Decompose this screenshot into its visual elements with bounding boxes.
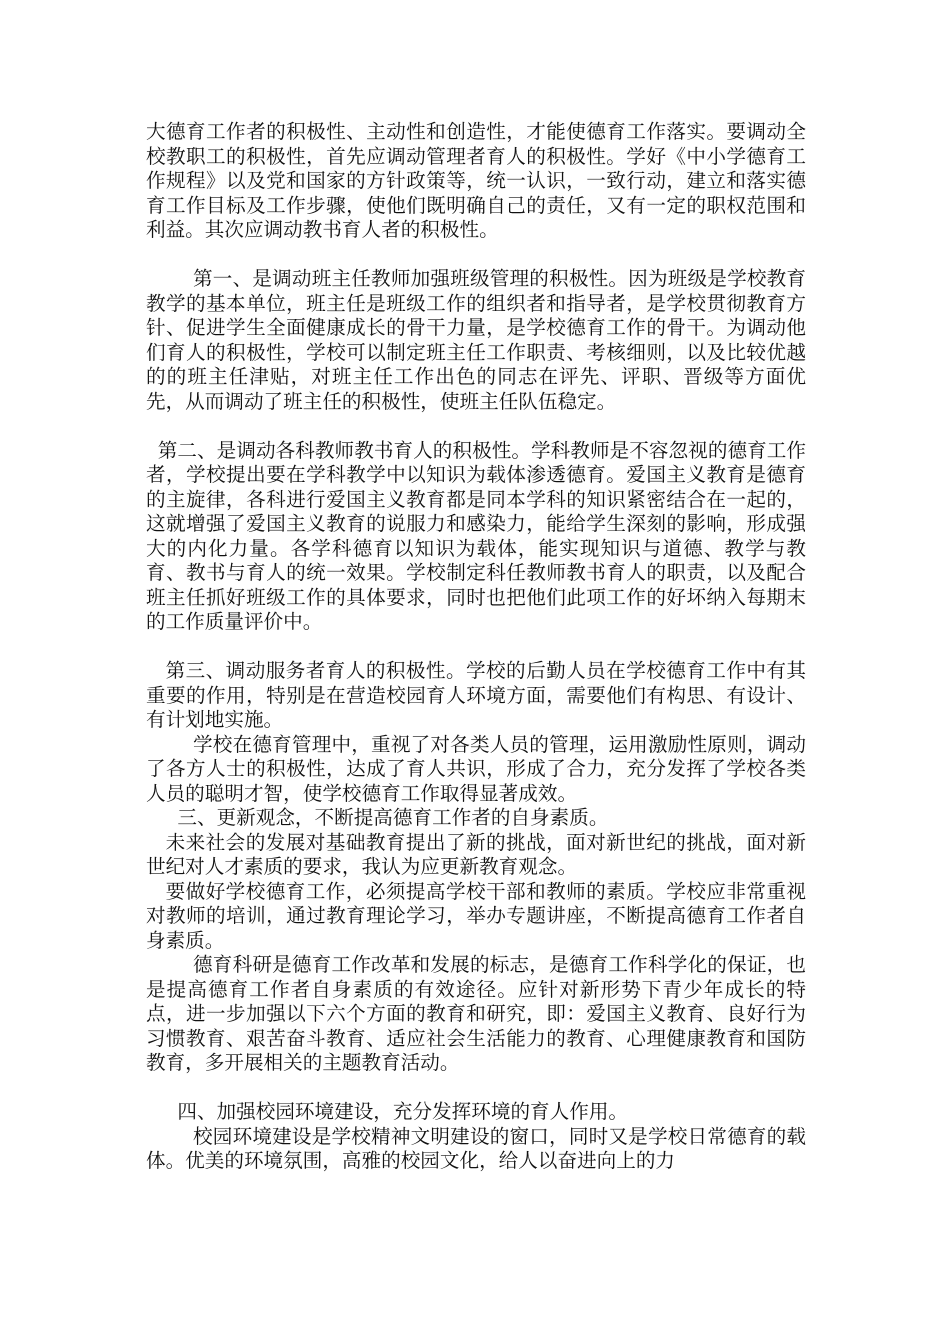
section-heading-four: 四、加强校园环境建设，充分发挥环境的育人作用。: [177, 1100, 629, 1123]
paragraph-gap: [146, 243, 806, 268]
paragraph-management-summary: 学校在德育管理中，重视了对各类人员的管理，运用激励性原则，调动了各方人士的积极性，达成了育人共识，形成了合力，充分发挥了学校各类人员的聪明才智，使学校德育工作取得显著成效。: [146, 732, 806, 805]
paragraph-intro: 大德育工作者的积极性、主动性和创造性，才能使德育工作落实。要调动全校教职工的积极性，首先应调动管理者育人的积极性。学好《中小学德育工作规程》以及党和国家的方针政策等，统一认识，一致行动，建立和落实德育工作目标及工作步骤，使他们既明确自己的责任，又有一定的职权范围和利益。其次应调动教书育人者的积极性。: [146, 120, 806, 241]
paragraph-campus-environment: 校园环境建设是学校精神文明建设的窗口，同时又是学校日常德育的载体。优美的环境氛围，高雅的校园文化，给人以奋进向上的力: [146, 1124, 806, 1172]
paragraph-third-point: 第三、调动服务者育人的积极性。学校的后勤人员在学校德育工作中有其重要的作用，特别是在营造校园育人环境方面，需要他们有构思、有设计、有计划地实施。: [146, 659, 806, 731]
paragraph-teacher-quality: 要做好学校德育工作，必须提高学校干部和教师的素质。学校应非常重视对教师的培训，通过教育理论学习，举办专题讲座，不断提高德育工作者自身素质。: [146, 879, 806, 952]
paragraph-new-challenges: 未来社会的发展对基础教育提出了新的挑战，面对新世纪的挑战，面对新世纪对人才素质的要求，我认为应更新教育观念。: [146, 830, 806, 878]
paragraph-moral-research: 德育科研是德育工作改革和发展的标志，是德育工作科学化的保证，也是提高德育工作者自身素质的有效途径。应针对新形势下青少年成长的特点，进一步加强以下六个方面的教育和研究，即：爱国主义教育、良好行为习惯教育、艰苦奋斗教育、适应社会生活能力的教育、心理健康教育和国防教育，多开展相关的主题教育活动。: [146, 953, 806, 1074]
paragraph-second-point: 第二、是调动各科教师教书育人的积极性。学科教师是不容忽视的德育工作者，学校提出要在学科教学中以知识为载体渗透德育。爱国主义教育是德育的主旋律，各科进行爱国主义教育都是同本学科的知识紧密结合在一起的，这就增强了爱国主义教育的说服力和感染力，能给学生深刻的影响，形成强大的内化力量。各学科德育以知识为载体，能实现知识与道德、教学与教育、教书与育人的统一效果。学校制定科任教师教书育人的职责，以及配合班主任抓好班级工作的具体要求，同时也把他们此项工作的好坏纳入每期末的工作质量评价中。: [146, 438, 806, 633]
paragraph-gap: [146, 1076, 806, 1101]
document-page: [146, 120, 806, 1174]
paragraph-first-point: 第一、是调动班主任教师加强班级管理的积极性。因为班级是学校教育教学的基本单位，班主任是班级工作的组织者和指导者，是学校贯彻教育方针、促进学生全面健康成长的骨干力量，是学校德育工作的骨干。为调动他们育人的积极性，学校可以制定班主任工作职责、考核细则，以及比较优越的的班主任津贴，对班主任工作出色的同志在评先、评职、晋级等方面优先，从而调动了班主任的积极性，使班主任队伍稳定。: [146, 267, 806, 413]
section-heading-three: 三、更新观念，不断提高德育工作者的自身素质。: [177, 806, 609, 829]
paragraph-gap: [146, 414, 806, 439]
paragraph-gap: [146, 635, 806, 660]
